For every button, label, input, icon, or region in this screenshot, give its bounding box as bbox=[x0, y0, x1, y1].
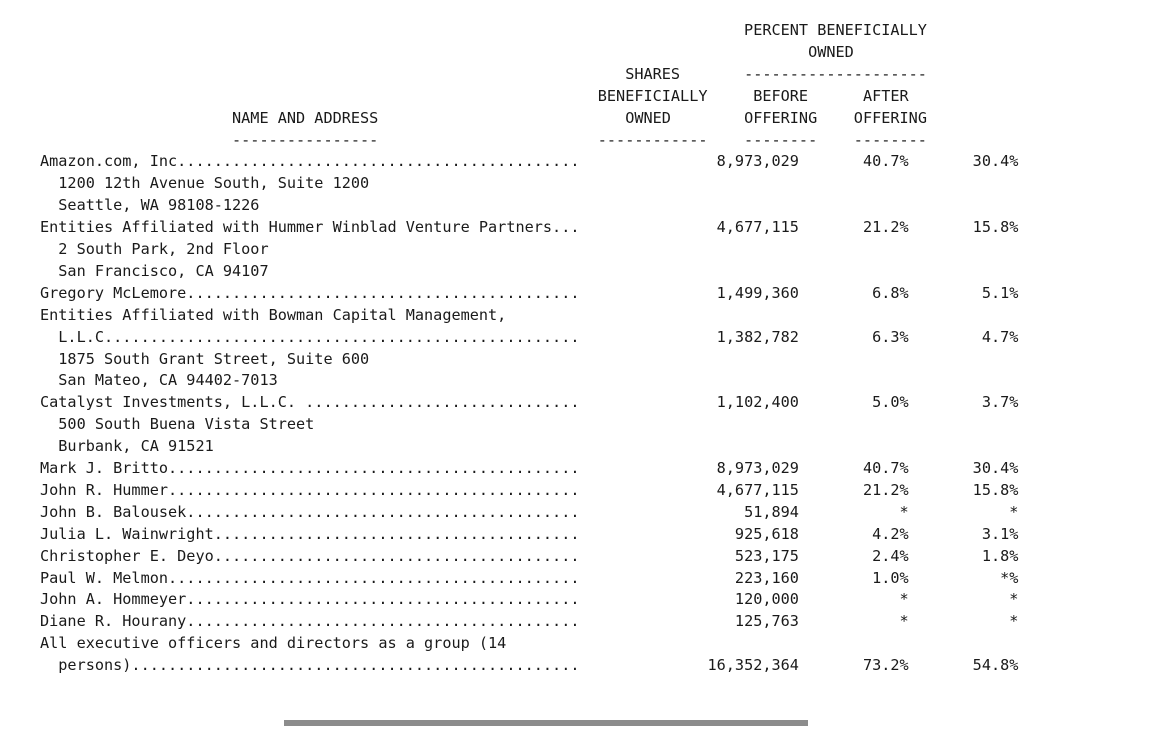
holder-name: John R. Hummer............................................. bbox=[40, 480, 580, 499]
holder-address: San Mateo, CA 94402-7013 bbox=[40, 371, 278, 390]
table-row bbox=[40, 391, 1018, 413]
shares-value: 120,000 bbox=[579, 590, 799, 609]
holder-address: San Francisco, CA 94107 bbox=[40, 261, 269, 280]
holder-name: Catalyst Investments, L.L.C. .............................. bbox=[40, 393, 580, 412]
holder-name-continued: L.L.C.................................................... bbox=[40, 327, 580, 346]
holder-address: Burbank, CA 91521 bbox=[40, 437, 214, 456]
holder-name: Julia L. Wainwright........................................ bbox=[40, 524, 580, 543]
shares-value: 523,175 bbox=[579, 546, 799, 565]
before-offering-value: 1.0% bbox=[798, 568, 909, 587]
before-offering-value: * bbox=[798, 502, 909, 521]
header-line bbox=[40, 19, 927, 41]
address-line bbox=[40, 238, 269, 260]
header-line bbox=[40, 85, 927, 107]
shares-header-line2: BENEFICIALLY bbox=[40, 86, 708, 105]
after-offering-value: * bbox=[908, 502, 1019, 521]
holder-name: Gregory McLemore........................................... bbox=[40, 283, 580, 302]
table-row bbox=[40, 282, 1018, 304]
percent-header-line1: PERCENT BENEFICIALLY bbox=[40, 21, 927, 39]
holder-name: John A. Hommeyer........................................... bbox=[40, 590, 580, 609]
shares-value: 51,894 bbox=[579, 502, 799, 521]
after-header-line2: OFFERING bbox=[817, 108, 927, 127]
after-offering-value: 5.1% bbox=[908, 283, 1019, 302]
after-header-line1: AFTER bbox=[817, 86, 927, 105]
table-row bbox=[40, 150, 1018, 172]
table-row bbox=[40, 632, 506, 654]
holder-name: Entities Affiliated with Hummer Winblad Venture Partners... bbox=[40, 218, 580, 237]
horizontal-scrollbar[interactable] bbox=[284, 720, 808, 726]
address-line bbox=[40, 369, 278, 391]
header-line bbox=[40, 107, 927, 129]
before-offering-value: 5.0% bbox=[798, 393, 909, 412]
after-offering-value: 3.7% bbox=[908, 393, 1019, 412]
holder-address: 1875 South Grant Street, Suite 600 bbox=[40, 349, 370, 368]
before-offering-value: * bbox=[798, 612, 909, 631]
name-and-address-header: NAME AND ADDRESS bbox=[40, 108, 379, 127]
holder-name-continued: persons)................................................. bbox=[40, 656, 580, 675]
table-row bbox=[40, 501, 1018, 523]
table-row bbox=[40, 610, 1018, 632]
shares-value: 8,973,029 bbox=[579, 459, 799, 477]
table-row bbox=[40, 545, 1018, 567]
table-row bbox=[40, 654, 1018, 676]
shares-header-line1: SHARES bbox=[40, 64, 708, 83]
after-offering-value: 30.4% bbox=[908, 152, 1019, 171]
after-offering-value: * bbox=[908, 612, 1019, 631]
before-offering-value: 21.2% bbox=[798, 218, 909, 237]
shares-value: 8,973,029 bbox=[579, 152, 799, 171]
table-row bbox=[40, 457, 1018, 479]
holder-address: 1200 12th Avenue South, Suite 1200 bbox=[40, 174, 370, 193]
after-offering-value: * bbox=[908, 590, 1019, 609]
before-offering-value: 73.2% bbox=[798, 656, 909, 675]
header-line bbox=[40, 41, 927, 63]
before-offering-value: 6.3% bbox=[798, 327, 909, 346]
holder-name: Entities Affiliated with Bowman Capital Management, bbox=[40, 305, 507, 324]
after-offering-value: 30.4% bbox=[908, 459, 1019, 477]
after-offering-value: 54.8% bbox=[908, 656, 1019, 675]
shares-value: 4,677,115 bbox=[579, 218, 799, 237]
before-header-line2: OFFERING bbox=[707, 108, 818, 127]
address-line bbox=[40, 172, 369, 194]
address-line bbox=[40, 435, 214, 457]
before-offering-value: 21.2% bbox=[798, 480, 909, 499]
address-line bbox=[40, 348, 369, 370]
holder-name: Diane R. Hourany........................................... bbox=[40, 612, 580, 631]
before-offering-value: 4.2% bbox=[798, 524, 909, 543]
before-offering-value: * bbox=[798, 590, 909, 609]
shares-header-line3: OWNED bbox=[378, 108, 708, 127]
holder-name: Mark J. Britto............................................. bbox=[40, 459, 580, 477]
before-offering-value: 2.4% bbox=[798, 546, 909, 565]
table-row bbox=[40, 523, 1018, 545]
shares-value: 1,382,782 bbox=[579, 327, 799, 346]
holder-name: All executive officers and directors as a group (14 bbox=[40, 634, 507, 653]
address-line bbox=[40, 194, 259, 216]
header-line bbox=[40, 63, 927, 85]
shares-value: 16,352,364 bbox=[579, 656, 799, 675]
before-offering-value: 40.7% bbox=[798, 459, 909, 477]
holder-name: Christopher E. Deyo........................................ bbox=[40, 546, 580, 565]
after-offering-value: 3.1% bbox=[908, 524, 1019, 543]
before-header-line1: BEFORE bbox=[707, 86, 818, 105]
header-underlines: ---------------- ------------ -------- -------- bbox=[40, 130, 927, 149]
after-offering-value: 15.8% bbox=[908, 218, 1019, 237]
holder-name: Paul W. Melmon............................................. bbox=[40, 568, 580, 587]
table-row bbox=[40, 304, 506, 326]
table-row bbox=[40, 588, 1018, 610]
holder-name: Amazon.com, Inc............................................ bbox=[40, 152, 580, 171]
shares-value: 125,763 bbox=[579, 612, 799, 631]
after-offering-value: 1.8% bbox=[908, 546, 1019, 565]
after-offering-value: 4.7% bbox=[908, 327, 1019, 346]
before-offering-value: 40.7% bbox=[798, 152, 909, 171]
holder-address: 500 South Buena Vista Street bbox=[40, 415, 315, 434]
holder-address: 2 South Park, 2nd Floor bbox=[40, 240, 269, 258]
holder-name: John B. Balousek........................................... bbox=[40, 502, 580, 521]
before-offering-value: 6.8% bbox=[798, 283, 909, 302]
holder-address: Seattle, WA 98108-1226 bbox=[40, 196, 260, 215]
table-row bbox=[40, 567, 1018, 589]
table-row bbox=[40, 216, 1018, 238]
header-rule: -------------------- bbox=[707, 64, 927, 83]
table-row bbox=[40, 326, 1018, 348]
shares-value: 1,102,400 bbox=[579, 393, 799, 412]
after-offering-value: 15.8% bbox=[908, 480, 1019, 499]
address-line bbox=[40, 413, 314, 435]
header-rule-line bbox=[40, 129, 927, 151]
shares-value: 1,499,360 bbox=[579, 283, 799, 302]
address-line bbox=[40, 260, 269, 282]
shares-value: 223,160 bbox=[579, 568, 799, 587]
shares-value: 925,618 bbox=[579, 524, 799, 543]
table-row bbox=[40, 479, 1018, 501]
shares-value: 4,677,115 bbox=[579, 480, 799, 499]
percent-header-line2: OWNED bbox=[40, 42, 927, 61]
after-offering-value: *% bbox=[908, 568, 1019, 587]
